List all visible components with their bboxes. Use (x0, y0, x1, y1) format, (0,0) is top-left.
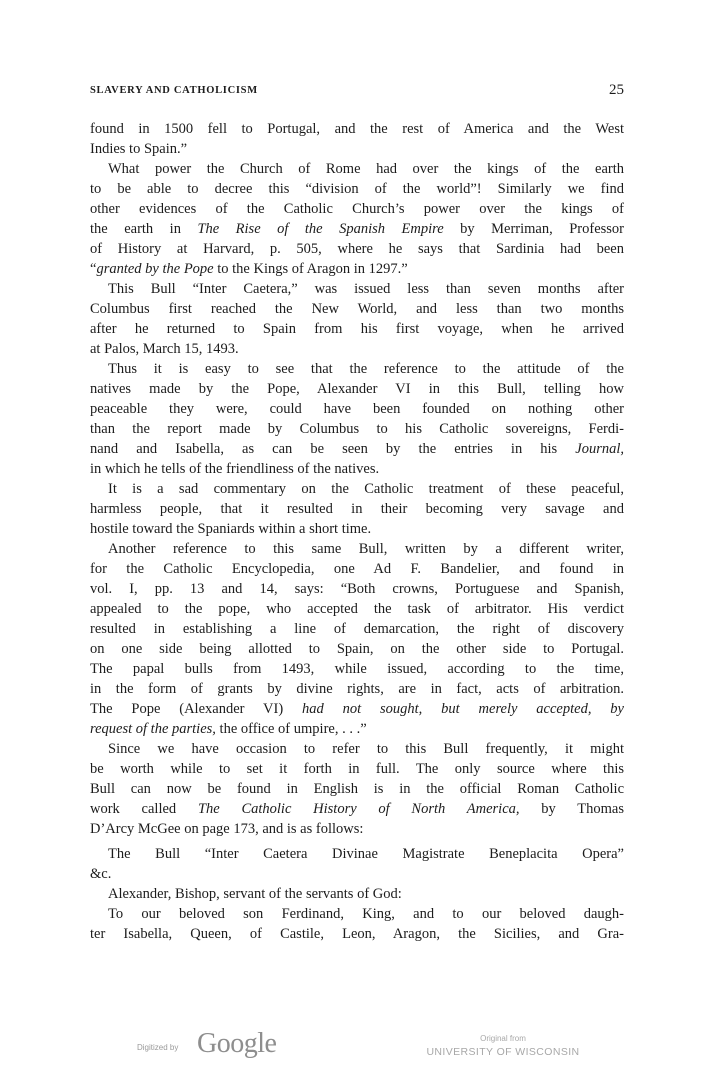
text-line: ter Isabella, Queen, of Castile, Leon, Aragon, the Sicilies, and Gra- (90, 926, 624, 942)
text-line: resulted in establishing a line of demarcation, the right of discovery (90, 621, 624, 637)
digitized-by-label: Digitized by (137, 1043, 179, 1052)
text-line: The Bull “Inter Caetera Divinae Magistrate Beneplacita Opera” (108, 846, 624, 862)
text-line: It is a sad commentary on the Catholic treatment of these peaceful, (108, 481, 624, 497)
text-line: The Pope (Alexander VI) had not sought, but merely accepted, by (90, 701, 624, 717)
book-title-italic: The Rise of the Spanish Empire (197, 221, 444, 237)
text-line: D’Arcy McGee on page 173, and is as follows: (90, 821, 364, 837)
google-logo: Google (197, 1028, 277, 1059)
text-line: hostile toward the Spaniards within a short time. (90, 521, 372, 537)
text-line: To our beloved son Ferdinand, King, and to our beloved daugh- (108, 906, 624, 922)
text-line: at Palos, March 15, 1493. (90, 341, 239, 357)
text-line: vol. I, pp. 13 and 14, says: “Both crowns, Portuguese and Spanish, (90, 581, 624, 597)
text-line: harmless people, that it resulted in their becoming very savage and (90, 501, 624, 517)
text-line: after he returned to Spain from his first voyage, when he arrived (90, 321, 624, 337)
text-line: &c. (90, 866, 112, 882)
text-line: appealed to the pope, who accepted the task of arbitrator. His verdict (90, 601, 624, 617)
text-line: of History at Harvard, p. 505, where he says that Sardinia had been (90, 241, 624, 257)
text-line: request of the parties, the office of umpire, . . .” (90, 721, 367, 737)
text-line: Bull can now be found in English is in the official Roman Catholic (90, 781, 624, 797)
text-line: nand and Isabella, as can be seen by the entries in his Journal, (90, 441, 624, 457)
digitization-footer (0, 1024, 711, 1064)
text-line: to be able to decree this “division of the world”! Similarly we find (90, 181, 624, 197)
text-line: What power the Church of Rome had over the kings of the earth (108, 161, 624, 177)
text-line: peaceable they were, could have been founded on nothing other (90, 401, 624, 417)
quote-italic: had not sought, but merely accepted, by (302, 701, 624, 717)
text-line: The papal bulls from 1493, while issued, according to the time, (90, 661, 624, 677)
running-head (90, 82, 624, 100)
text-line: found in 1500 fell to Portugal, and the rest of America and the West (90, 121, 624, 137)
original-from-label: Original from (480, 1034, 526, 1043)
page-number: 25 (609, 82, 624, 98)
text-line: natives made by the Pope, Alexander VI in this Bull, telling how (90, 381, 624, 397)
emphasis-italic: granted by the Pope (96, 261, 214, 277)
text-line: in the form of grants by divine rights, are in fact, acts of arbitration. (90, 681, 624, 697)
text-line: Indies to Spain.” (90, 141, 188, 157)
text-line: other evidences of the Catholic Church’s power over the kings of (90, 201, 624, 217)
text-line: the earth in The Rise of the Spanish Empire by Merriman, Professor (90, 221, 624, 237)
text-line: on one side being allotted to Spain, on the other side to Portugal. (90, 641, 624, 657)
running-title: SLAVERY AND CATHOLICISM (90, 85, 258, 96)
text-line: work called The Catholic History of North America, by Thomas (90, 801, 624, 817)
text-line: Alexander, Bishop, servant of the servants of God: (108, 886, 402, 902)
journal-italic: Journal, (575, 441, 624, 457)
text-line: in which he tells of the friendliness of the natives. (90, 461, 380, 477)
text-line: for the Catholic Encyclopedia, one Ad F. Bandelier, and found in (90, 561, 624, 577)
text-line: “granted by the Pope to the Kings of Aragon in 1297.” (90, 261, 408, 277)
body-text (90, 119, 624, 944)
text-line: Another reference to this same Bull, written by a different writer, (108, 541, 624, 557)
text-line: This Bull “Inter Caetera,” was issued less than seven months after (108, 281, 624, 297)
text-line: than the report made by Columbus to his Catholic sovereigns, Ferdi- (90, 421, 624, 437)
text-line: Columbus first reached the New World, and less than two months (90, 301, 624, 317)
quote-italic: request of the parties, (90, 721, 216, 737)
text-line: Since we have occasion to refer to this Bull frequently, it might (108, 741, 624, 757)
university-label: UNIVERSITY OF WISCONSIN (426, 1046, 580, 1058)
text-line: Thus it is easy to see that the reference to the attitude of the (108, 361, 624, 377)
text-line: be worth while to set it forth in full. The only source where this (90, 761, 624, 777)
book-title-italic: The Catholic History of North America, (197, 801, 520, 817)
